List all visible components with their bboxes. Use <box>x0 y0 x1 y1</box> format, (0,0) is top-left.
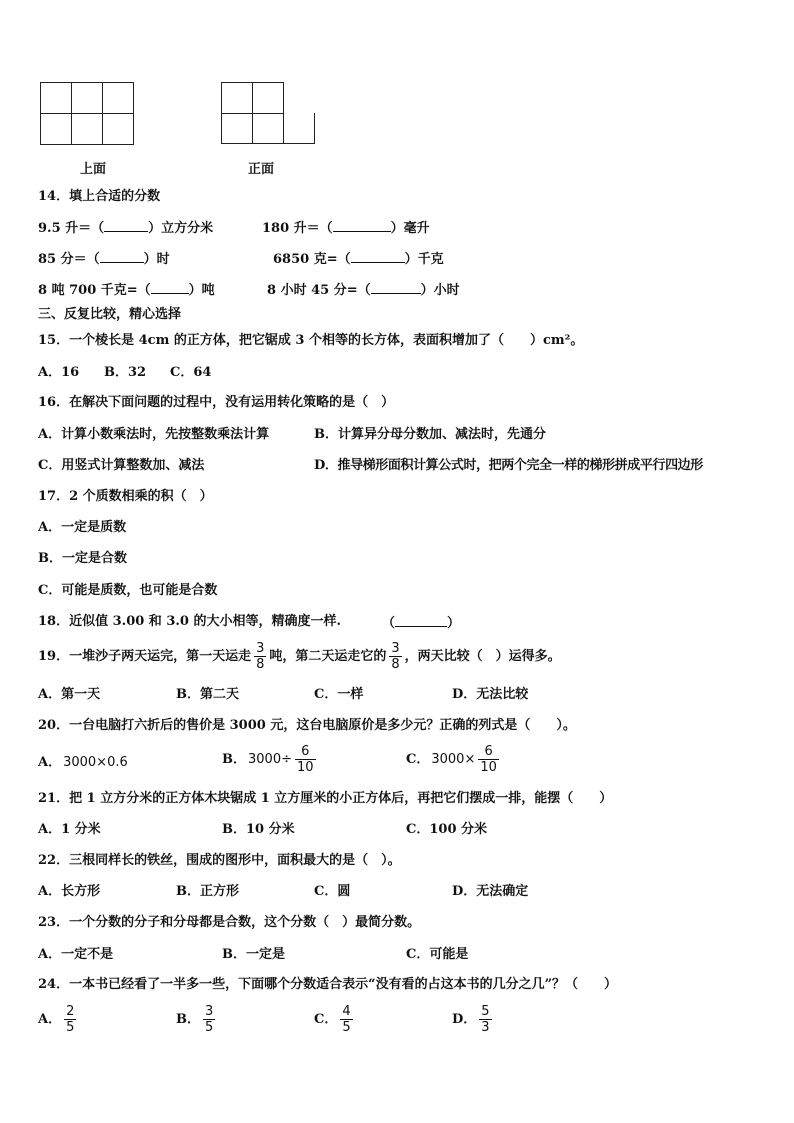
fraction: $\frac{3}{8}$ <box>391 641 400 672</box>
q19-option-c[interactable]: C．一样 <box>314 687 364 702</box>
q17-option-c[interactable]: C．可能是质数，也可能是合数 <box>38 583 218 598</box>
q23-option-b[interactable]: B．一定是 <box>222 947 285 962</box>
fraction: $\frac{3}{8}$ <box>256 641 265 672</box>
q16-option-a[interactable]: A．计算小数乘法时，先按整数乘法计算 <box>38 427 270 442</box>
q21-stem: 21．把 1 立方分米的正方体木块锯成 1 立方厘米的小正方体后，再把它们摆成一排，能摆（ ） <box>38 791 613 806</box>
q19-stem: 19．一堆沙子两天运完，第一天运走 $\frac{3}{8}$ 吨，第二天运走它的 $\frac{3}{8}$ ，两天比较（ ）运得多。 <box>38 641 561 672</box>
fraction: $\frac{6}{10}$ <box>480 744 497 775</box>
q22-option-c[interactable]: C．圆 <box>314 884 351 899</box>
answer-blank[interactable] <box>333 219 391 232</box>
answer-blank[interactable] <box>351 250 405 263</box>
q17-stem: 17．2 个质数相乘的积（ ） <box>38 489 213 504</box>
q14-row1b: 180 升＝（ ）毫升 <box>262 221 430 236</box>
q16-stem: 16．在解决下面问题的过程中，没有运用转化策略的是（ ） <box>38 395 395 410</box>
fraction: $\frac{2}{5}$ <box>66 1004 75 1035</box>
q16-option-b[interactable]: B．计算异分母分数加、减法时，先通分 <box>314 427 546 442</box>
q14-row2a: 85 分＝（ ）时 <box>38 252 170 267</box>
q14-row1a: 9.5 升＝（ ）立方分米 <box>38 221 214 236</box>
q24-stem: 24．一本书已经看了一半多一些，下面哪个分数适合表示“没有看的占这本书的几分之几”？（ ） <box>38 977 618 992</box>
q20-option-b[interactable]: B． 3000÷ $\frac{6}{10}$ <box>222 744 314 775</box>
q21-option-b[interactable]: B．10 分米 <box>222 822 295 837</box>
fraction: $\frac{3}{5}$ <box>205 1004 214 1035</box>
q14-row3a: 8 吨 700 千克=（ ）吨 <box>38 283 215 298</box>
section-heading: 三、反复比较，精心选择 <box>38 307 182 322</box>
q15-stem: 15．一个棱长是 4cm 的正方体，把它锯成 3 个相等的长方体，表面积增加了（ ）cm²。 <box>38 333 584 348</box>
top-view-grid <box>40 82 134 145</box>
q16-option-c[interactable]: C．用竖式计算整数加、减法 <box>38 458 205 473</box>
q24-option-a[interactable]: A． $\frac{2}{5}$ <box>38 1004 75 1035</box>
q24-option-d[interactable]: D． $\frac{5}{3}$ <box>452 1004 490 1035</box>
q18-answer: （ ） <box>382 616 461 631</box>
q24-option-c[interactable]: C． $\frac{4}{5}$ <box>314 1004 351 1035</box>
front-view-caption: 正面 <box>248 162 275 177</box>
answer-blank[interactable] <box>371 281 421 294</box>
q19-option-b[interactable]: B．第二天 <box>176 687 239 702</box>
q15-option-a[interactable]: A．16 <box>38 365 80 380</box>
q14-row2b: 6850 克=（ ）千克 <box>273 252 444 267</box>
fraction: $\frac{5}{3}$ <box>481 1004 490 1035</box>
front-view-grid-top <box>221 82 284 114</box>
q22-stem: 22．三根同样长的铁丝，围成的图形中，面积最大的是（ ）。 <box>38 853 401 868</box>
q14-title: 14．填上合适的分数 <box>38 189 161 204</box>
front-view-grid-bottom <box>221 113 315 144</box>
fraction: $\frac{4}{5}$ <box>342 1004 351 1035</box>
answer-blank[interactable] <box>395 614 447 627</box>
q22-option-d[interactable]: D．无法确定 <box>452 884 529 899</box>
q19-option-d[interactable]: D．无法比较 <box>452 687 529 702</box>
q15-option-c[interactable]: C．64 <box>170 365 212 380</box>
q17-option-a[interactable]: A．一定是质数 <box>38 520 127 535</box>
answer-blank[interactable] <box>151 281 189 294</box>
q15-option-b[interactable]: B．32 <box>104 365 147 380</box>
q18-stem: 18．近似值 3.00 和 3.0 的大小相等，精确度一样. <box>38 614 341 629</box>
q23-option-c[interactable]: C．可能是 <box>406 947 469 962</box>
q21-option-a[interactable]: A．1 分米 <box>38 822 101 837</box>
q24-option-b[interactable]: B． $\frac{3}{5}$ <box>176 1004 214 1035</box>
q17-option-b[interactable]: B．一定是合数 <box>38 551 127 566</box>
q21-option-c[interactable]: C．100 分米 <box>406 822 488 837</box>
q14-row3b: 8 小时 45 分=（ ）小时 <box>267 283 460 298</box>
answer-blank[interactable] <box>100 250 144 263</box>
answer-blank[interactable] <box>104 219 148 232</box>
q23-option-a[interactable]: A．一定不是 <box>38 947 114 962</box>
q16-option-d[interactable]: D．推导梯形面积计算公式时，把两个完全一样的梯形拼成平行四边形 <box>314 458 703 473</box>
q20-stem: 20．一台电脑打六折后的售价是 3000 元，这台电脑原价是多少元？正确的列式是（ ）。 <box>38 718 576 733</box>
q23-stem: 23．一个分数的分子和分母都是合数，这个分数（ ）最简分数。 <box>38 915 421 930</box>
fraction: $\frac{6}{10}$ <box>296 744 314 775</box>
q20-option-a[interactable]: A． 3000×0.6 <box>38 755 128 770</box>
q20-option-c[interactable]: C． 3000× $\frac{6}{10}$ <box>406 744 497 775</box>
q19-option-a[interactable]: A．第一天 <box>38 687 101 702</box>
top-view-caption: 上面 <box>80 162 107 177</box>
q22-option-b[interactable]: B．正方形 <box>176 884 239 899</box>
q22-option-a[interactable]: A．长方形 <box>38 884 101 899</box>
